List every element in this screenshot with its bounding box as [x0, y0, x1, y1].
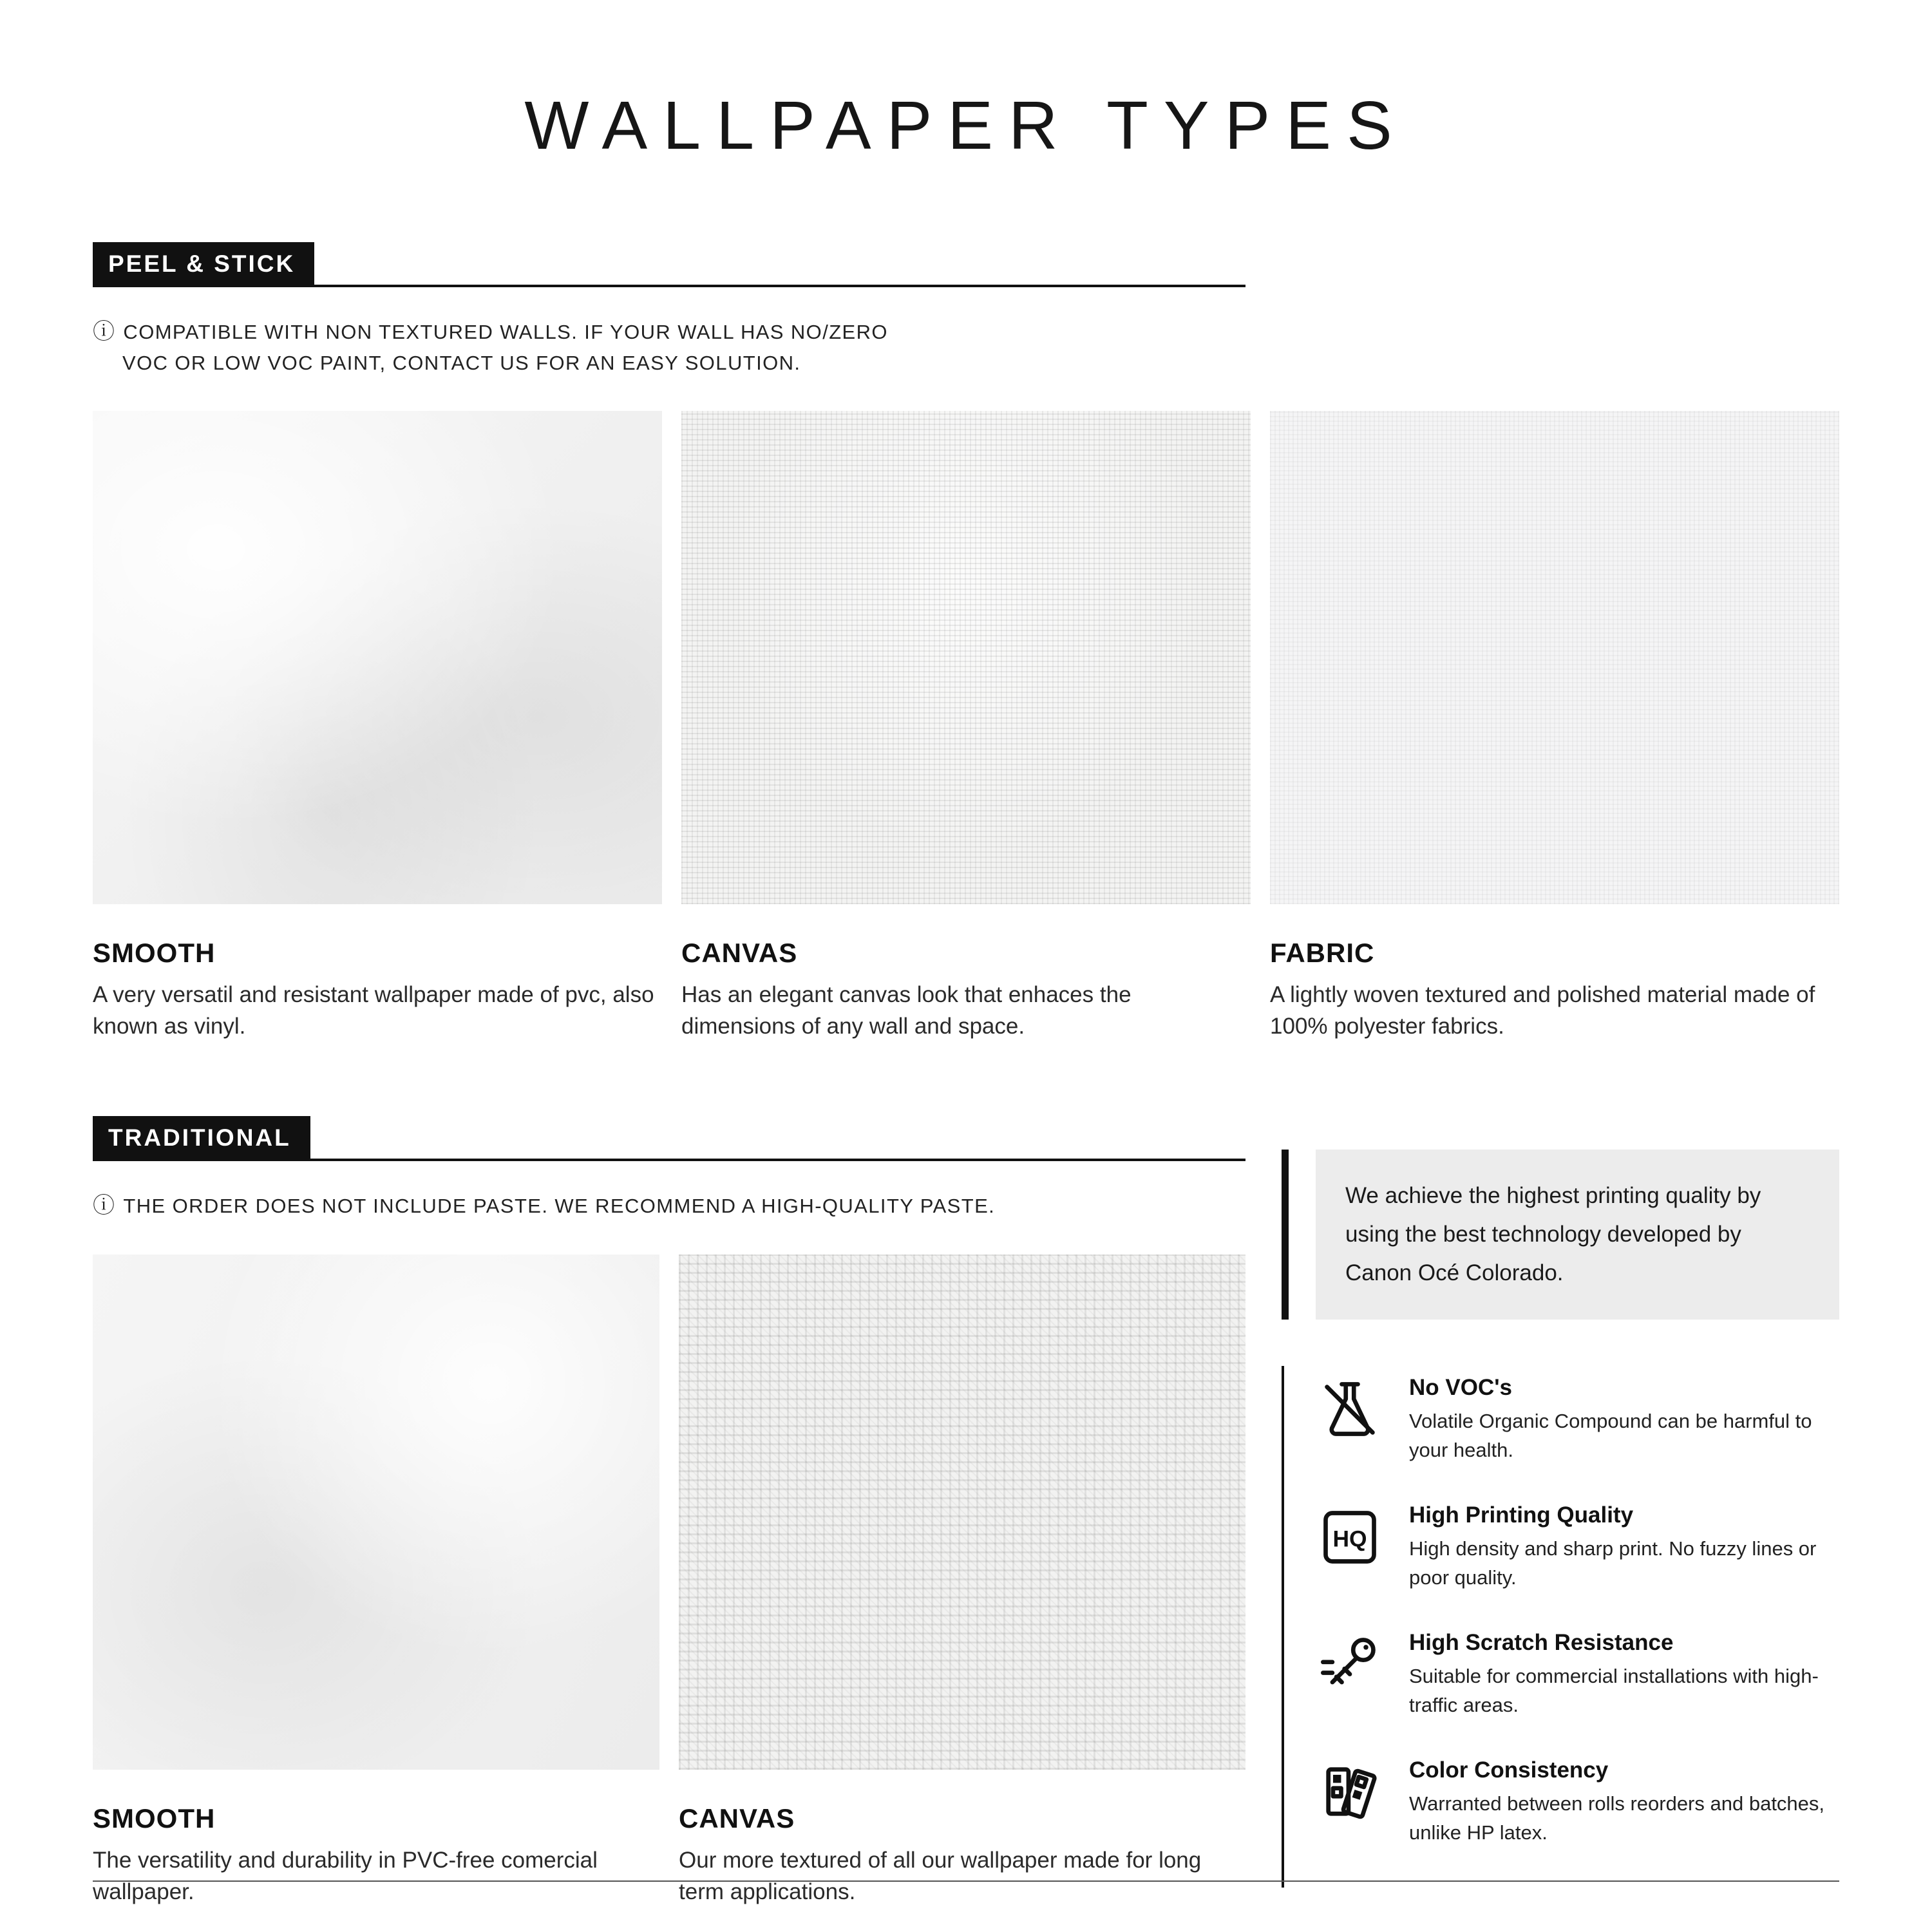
printing-quality-quote	[1282, 1150, 1839, 1320]
feature-description: High density and sharp print. No fuzzy lines or poor quality.	[1409, 1537, 1817, 1589]
color-swatches-icon	[1318, 1757, 1387, 1848]
swatch-description: The versatility and durability in PVC-free comercial wallpaper.	[93, 1847, 598, 1904]
swatch-card-canvas-traditional	[679, 1255, 1245, 1908]
traditional-rule	[310, 1159, 1245, 1161]
swatch-name: SMOOTH	[93, 1803, 216, 1833]
swatch-description: A very versatil and resistant wallpaper made of pvc, also known as vinyl.	[93, 981, 654, 1039]
swatch-card-smooth-peel	[93, 411, 662, 1042]
no-voc-icon	[1318, 1375, 1387, 1465]
bottom-area	[93, 1116, 1839, 1908]
feature-title: No VOC's	[1409, 1375, 1513, 1401]
hq-icon	[1318, 1502, 1387, 1593]
feature-high-printing-quality	[1318, 1502, 1839, 1593]
feature-title: Color Consistency	[1409, 1757, 1609, 1783]
swatch-description: Our more textured of all our wallpaper made for long term applications.	[679, 1847, 1202, 1904]
feature-description: Suitable for commercial installations with high-traffic areas.	[1409, 1664, 1819, 1716]
traditional-section	[93, 1116, 1245, 1908]
peel-stick-swatch-row	[93, 411, 1839, 1042]
peel-stick-section-header	[93, 242, 1245, 287]
feature-title: High Scratch Resistance	[1409, 1629, 1674, 1655]
peel-stick-rule	[314, 285, 1245, 287]
peel-stick-note	[93, 316, 1839, 379]
traditional-note-text: THE ORDER DOES NOT INCLUDE PASTE. WE RECOMMEND A HIGH-QUALITY PASTE.	[123, 1194, 996, 1217]
traditional-swatch-row	[93, 1255, 1245, 1908]
swatch-name: CANVAS	[679, 1803, 795, 1833]
swatch-name: CANVAS	[681, 937, 798, 968]
swatch-description: Has an elegant canvas look that enhaces the dimensions of any wall and space.	[681, 981, 1132, 1039]
feature-description: Volatile Organic Compound can be harmful to your health.	[1409, 1410, 1812, 1461]
canvas-texture-image	[681, 411, 1251, 904]
quality-column	[1282, 1116, 1839, 1908]
swatch-card-smooth-traditional	[93, 1255, 659, 1908]
info-icon: ⓘ	[93, 319, 116, 344]
fabric-texture-image	[1270, 411, 1839, 904]
feature-body	[1409, 1502, 1839, 1593]
smooth-texture-image	[93, 1255, 659, 1770]
page-title: WALLPAPER TYPES	[524, 88, 1408, 164]
swatch-name: FABRIC	[1270, 937, 1375, 968]
feature-scratch-resistance	[1318, 1630, 1839, 1720]
peel-note-line2: VOC OR LOW VOC PAINT, CONTACT US FOR AN EASY SOLUTION.	[122, 352, 801, 374]
info-icon: ⓘ	[93, 1193, 116, 1218]
traditional-note	[93, 1189, 1245, 1222]
feature-color-consistency	[1318, 1757, 1839, 1848]
traditional-section-header	[93, 1116, 1245, 1161]
traditional-label: TRADITIONAL	[93, 1116, 310, 1161]
feature-no-voc	[1318, 1375, 1839, 1465]
peel-stick-label: PEEL & STICK	[93, 242, 314, 287]
feature-list	[1282, 1366, 1839, 1888]
feature-body	[1409, 1630, 1839, 1720]
canvas-texture-image	[679, 1255, 1245, 1770]
feature-title: High Printing Quality	[1409, 1502, 1634, 1528]
swatch-card-fabric-peel	[1270, 411, 1839, 1042]
feature-body	[1409, 1375, 1839, 1465]
feature-body	[1409, 1757, 1839, 1848]
quote-accent-bar	[1282, 1150, 1289, 1320]
key-scratch-icon	[1318, 1630, 1387, 1720]
peel-note-line1: COMPATIBLE WITH NON TEXTURED WALLS. IF YOUR WALL HAS NO/ZERO	[123, 321, 888, 343]
swatch-name: SMOOTH	[93, 937, 216, 968]
swatch-card-canvas-peel	[681, 411, 1251, 1042]
swatch-description: A lightly woven textured and polished material made of 100% polyester fabrics.	[1270, 981, 1815, 1039]
smooth-texture-image	[93, 411, 662, 904]
feature-description: Warranted between rolls reorders and batches, unlike HP latex.	[1409, 1792, 1825, 1844]
svg-text:HQ: HQ	[1332, 1526, 1367, 1552]
footer-divider	[93, 1880, 1839, 1882]
quote-text: We achieve the highest printing quality by using the best technology developed by Canon Océ Colorado.	[1316, 1150, 1839, 1320]
